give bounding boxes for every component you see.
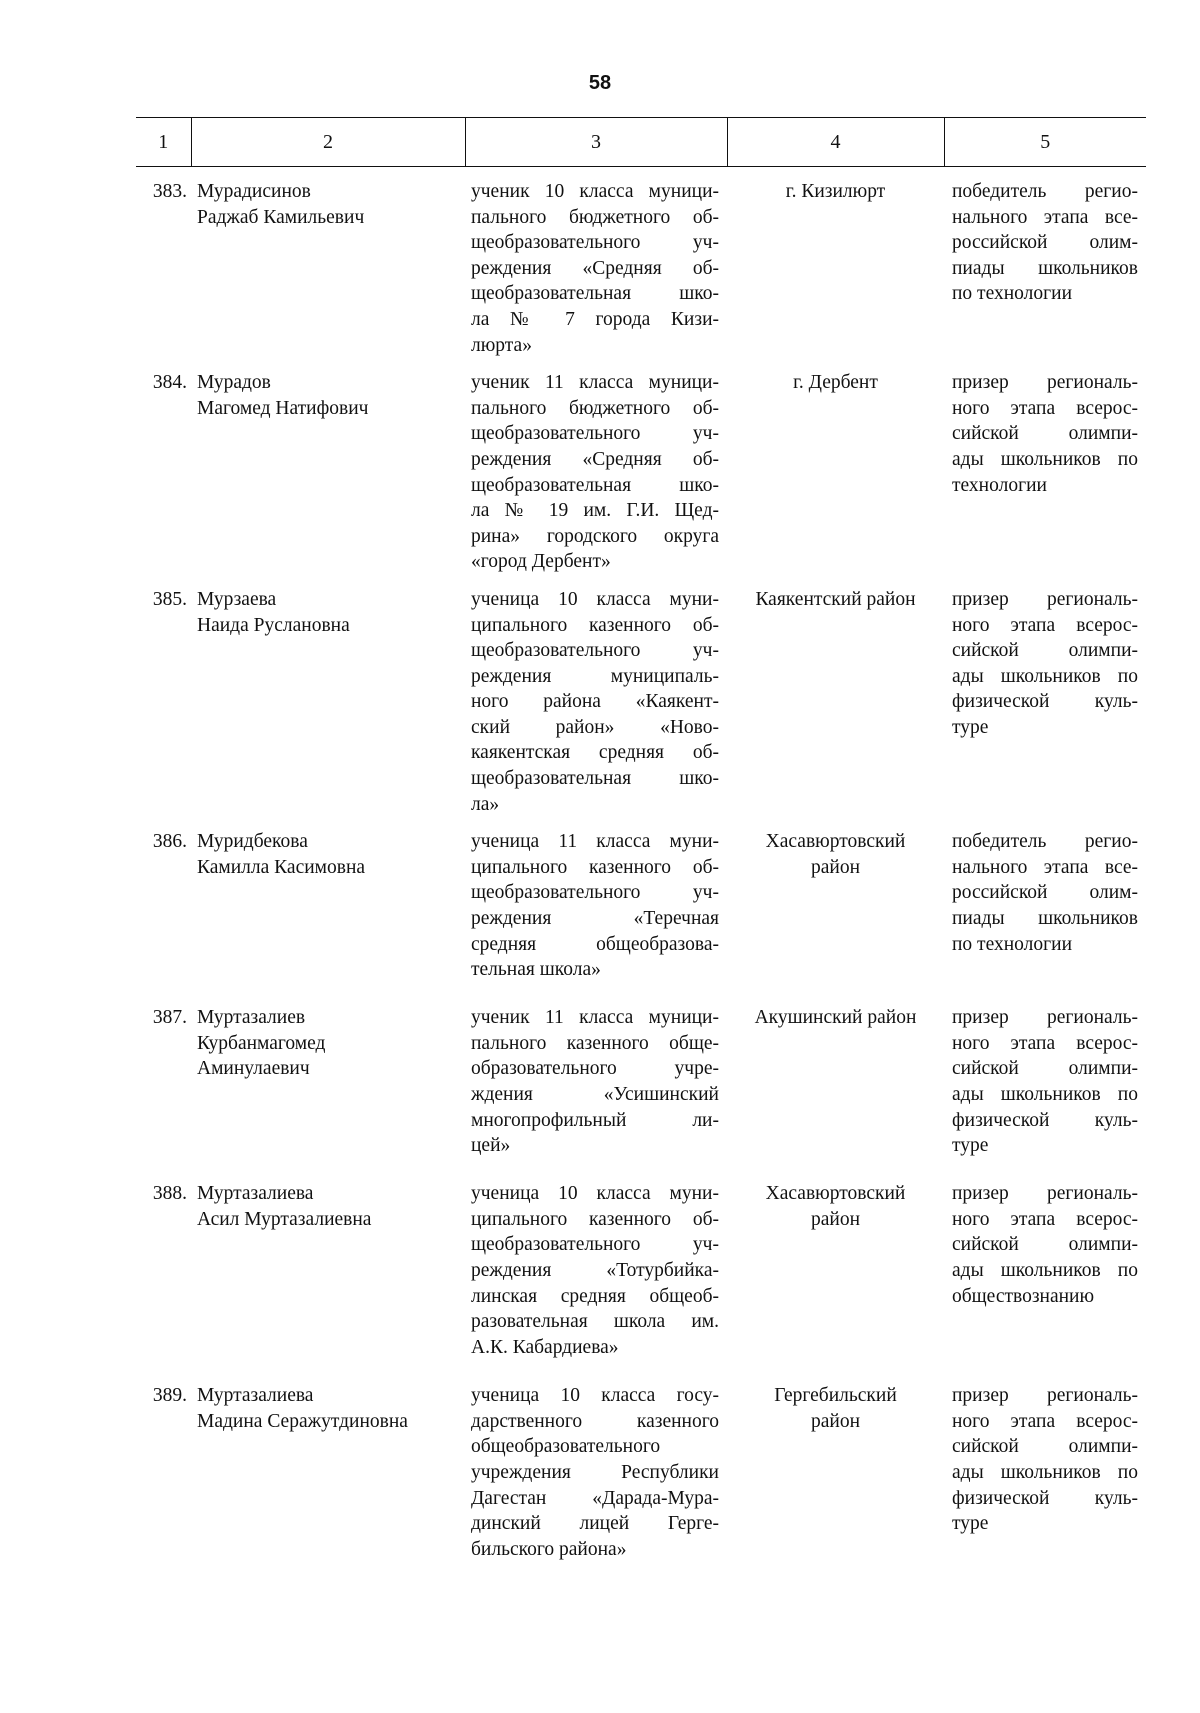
olympiad-result-line: призер региональ- (952, 1183, 1138, 1205)
olympiad-result-line: по технологии (952, 283, 1073, 305)
olympiad-result-line: ного этапа всерос- (952, 1410, 1138, 1432)
school-description-line: реждения «Тотурбийка- (471, 1260, 719, 1282)
municipality (727, 1371, 944, 1571)
table-row (136, 993, 1146, 1169)
school-description-line: ципального казенного об- (471, 1208, 719, 1230)
municipality-line: район (810, 856, 861, 878)
school-description-line: Дагестан «Дарада-Мура- (471, 1487, 719, 1509)
olympiad-result-line: ного этапа всерос- (952, 1208, 1138, 1230)
olympiad-result-line: сийской олимпи- (952, 1234, 1138, 1256)
olympiad-result-line: сийской олимпи- (952, 423, 1138, 445)
school-description-line: ципального казенного об- (471, 614, 719, 636)
awardees-table-container (136, 117, 1146, 1571)
school-description-line: щеобразовательного уч- (471, 423, 719, 445)
olympiad-result (944, 817, 1146, 993)
table-row (136, 1371, 1146, 1571)
olympiad-result-line: ады школьников по (952, 665, 1138, 687)
school-description-line: щеобразовательная шко- (471, 283, 719, 305)
school-description-line: реждения «Средняя об- (471, 448, 719, 470)
olympiad-result-line: российской олим- (952, 882, 1138, 904)
olympiad-result-line: ады школьников по (952, 1084, 1138, 1106)
school-description-line: щеобразовательного уч- (471, 1234, 719, 1256)
school-description-line: бильского района» (471, 1538, 627, 1560)
olympiad-result (944, 167, 1146, 359)
header-col-5: 5 (944, 118, 1146, 167)
olympiad-result-line: туре (952, 1135, 989, 1157)
municipality-line: Акушинский район (754, 1007, 917, 1029)
olympiad-result-line: ады школьников по (952, 1260, 1138, 1282)
olympiad-result (944, 993, 1146, 1169)
olympiad-result-line: нального этапа все- (952, 206, 1138, 228)
school-description-line: дарственного казенного (471, 1410, 719, 1432)
table-row (136, 358, 1146, 575)
school-description (465, 993, 727, 1169)
school-description-line: каякентская средняя об- (471, 742, 719, 764)
school-description (465, 1371, 727, 1571)
olympiad-result-line: физической куль- (952, 691, 1138, 713)
olympiad-result (944, 358, 1146, 575)
olympiad-result-line: нального этапа все- (952, 856, 1138, 878)
person-name-line: Муртазалиева (197, 1183, 314, 1205)
person-name-line: Курбанмагомед (197, 1032, 326, 1054)
row-number: 385. (152, 588, 187, 610)
school-description-line: «город Дербент» (471, 551, 611, 573)
person-name (191, 993, 465, 1169)
school-description-line: пального казенного обще- (471, 1032, 719, 1054)
olympiad-result-line: ады школьников по (952, 448, 1138, 470)
school-description-line: динский лицей Герге- (471, 1513, 719, 1535)
olympiad-result (944, 1169, 1146, 1371)
awardees-table (136, 117, 1146, 1571)
school-description-line: реждения муниципаль- (471, 665, 719, 687)
school-description (465, 575, 727, 817)
olympiad-result-line: сийской олимпи- (952, 1058, 1138, 1080)
person-name-line: Магомед Натифович (197, 397, 369, 419)
municipality-line: г. Дербент (793, 372, 878, 394)
person-name-line: Асил Муртазалиевна (197, 1208, 372, 1230)
person-name (191, 358, 465, 575)
school-description-line: разовательная школа им. (471, 1311, 719, 1333)
table-row (136, 1169, 1146, 1371)
municipality (727, 993, 944, 1169)
school-description-line: многопрофильный ли- (471, 1109, 719, 1131)
olympiad-result (944, 1371, 1146, 1571)
olympiad-result-line: российской олим- (952, 232, 1138, 254)
page-number: 58 (588, 72, 612, 94)
municipality-line: Гергебильский (774, 1385, 897, 1407)
school-description-line: тельная школа» (471, 959, 601, 981)
school-description (465, 1169, 727, 1371)
school-description-line: ученица 10 класса муни- (471, 588, 719, 610)
olympiad-result-line: ного этапа всерос- (952, 614, 1138, 636)
municipality-line: Хасавюртовский (765, 1183, 906, 1205)
table-row (136, 817, 1146, 993)
table-header (136, 118, 1146, 167)
school-description-line: линская средняя общеоб- (471, 1285, 719, 1307)
school-description-line: рина» городского округа (471, 525, 719, 547)
school-description-line: ученик 11 класса муници- (471, 1007, 719, 1029)
school-description-line: общеобразовательного (471, 1436, 661, 1458)
olympiad-result (944, 575, 1146, 817)
person-name-line: Мурадисинов (197, 181, 311, 202)
municipality (727, 1169, 944, 1371)
person-name (191, 817, 465, 993)
school-description-line: щеобразовательная шко- (471, 474, 719, 496)
person-name (191, 575, 465, 817)
school-description-line: щеобразовательного уч- (471, 232, 719, 254)
olympiad-result-line: пиады школьников (952, 257, 1138, 279)
school-description (465, 358, 727, 575)
header-row (136, 118, 1146, 167)
olympiad-result-line: ного этапа всерос- (952, 1032, 1138, 1054)
header-col-3: 3 (465, 118, 727, 167)
olympiad-result-line: ады школьников по (952, 1462, 1138, 1484)
school-description-line: ждения «Усишинский (471, 1084, 719, 1106)
olympiad-result-line: туре (952, 1513, 989, 1535)
school-description-line: цей» (471, 1135, 511, 1157)
school-description-line: пального бюджетного об- (471, 206, 719, 228)
school-description-line: ла № 19 им. Г.И. Щед- (471, 500, 719, 522)
olympiad-result-line: туре (952, 716, 989, 738)
municipality (727, 817, 944, 993)
header-col-4: 4 (727, 118, 944, 167)
row-number: 388. (152, 1183, 187, 1205)
school-description-line: ученик 11 класса муници- (471, 372, 719, 394)
school-description (465, 817, 727, 993)
municipality (727, 358, 944, 575)
row-number: 383. (152, 181, 187, 202)
header-col-2: 2 (191, 118, 465, 167)
olympiad-result-line: победитель регио- (952, 181, 1138, 202)
person-name (191, 1169, 465, 1371)
school-description-line: ученица 10 класса муни- (471, 1183, 719, 1205)
olympiad-result-line: призер региональ- (952, 1007, 1138, 1029)
school-description-line: ла» (471, 793, 500, 815)
row-number: 386. (152, 831, 187, 853)
school-description-line: реждения «Средняя об- (471, 257, 719, 279)
municipality-line: Хасавюртовский (765, 831, 906, 853)
table-row (136, 167, 1146, 359)
school-description-line: ного района «Каякент- (471, 691, 719, 713)
school-description-line: щеобразовательного уч- (471, 640, 719, 662)
row-number: 384. (152, 372, 187, 394)
olympiad-result-line: призер региональ- (952, 372, 1138, 394)
olympiad-result-line: сийской олимпи- (952, 1436, 1138, 1458)
person-name-line: Мурадов (197, 372, 271, 394)
school-description-line: ципального казенного об- (471, 856, 719, 878)
olympiad-result-line: призер региональ- (952, 588, 1138, 610)
person-name-line: Муртазалиев (197, 1007, 306, 1029)
person-name-line: Мадина Серажутдиновна (197, 1410, 408, 1432)
person-name-line: Муртазалиева (197, 1385, 314, 1407)
person-name (191, 167, 465, 359)
person-name-line: Муридбекова (197, 831, 308, 853)
school-description-line: ский район» «Ново- (471, 716, 719, 738)
olympiad-result-line: обществознанию (952, 1285, 1095, 1307)
row-number: 387. (152, 1007, 187, 1029)
municipality-line: Каякентский район (755, 588, 916, 610)
person-name-line: Наида Руслановна (197, 614, 350, 636)
school-description-line: ла № 7 города Кизи- (471, 308, 719, 330)
person-name-line: Мурзаева (197, 588, 277, 610)
person-name-line: Раджаб Камильевич (197, 206, 365, 228)
table-row (136, 575, 1146, 817)
municipality-line: район (810, 1410, 861, 1432)
school-description-line: средняя общеобразова- (471, 933, 719, 955)
school-description-line: щеобразовательного уч- (471, 882, 719, 904)
school-description-line: щеобразовательная шко- (471, 768, 719, 790)
school-description-line: ученица 10 класса госу- (471, 1385, 719, 1407)
school-description-line: ученица 11 класса муни- (471, 831, 719, 853)
school-description-line: образовательного учре- (471, 1058, 719, 1080)
school-description-line: учреждения Республики (471, 1462, 719, 1484)
olympiad-result-line: физической куль- (952, 1109, 1138, 1131)
municipality-line: район (810, 1208, 861, 1230)
olympiad-result-line: сийской олимпи- (952, 640, 1138, 662)
municipality (727, 575, 944, 817)
school-description-line: пального бюджетного об- (471, 397, 719, 419)
school-description (465, 167, 727, 359)
header-col-1: 1 (136, 118, 191, 167)
municipality-line: г. Кизилюрт (785, 181, 886, 202)
olympiad-result-line: технологии (952, 474, 1047, 496)
table-body (136, 167, 1146, 1572)
school-description-line: ученик 10 класса муници- (471, 181, 719, 202)
school-description-line: реждения «Теречная (471, 908, 719, 930)
olympiad-result-line: по технологии (952, 933, 1073, 955)
olympiad-result-line: пиады школьников (952, 908, 1138, 930)
school-description-line: А.К. Кабардиева» (471, 1336, 619, 1358)
school-description-line: люрта» (471, 334, 532, 356)
olympiad-result-line: призер региональ- (952, 1385, 1138, 1407)
row-number: 389. (152, 1385, 187, 1407)
olympiad-result-line: ного этапа всерос- (952, 397, 1138, 419)
olympiad-result-line: победитель регио- (952, 831, 1138, 853)
person-name-line: Камилла Касимовна (197, 856, 366, 878)
municipality (727, 167, 944, 359)
person-name (191, 1371, 465, 1571)
person-name-line: Аминулаевич (197, 1058, 310, 1080)
olympiad-result-line: физической куль- (952, 1487, 1138, 1509)
